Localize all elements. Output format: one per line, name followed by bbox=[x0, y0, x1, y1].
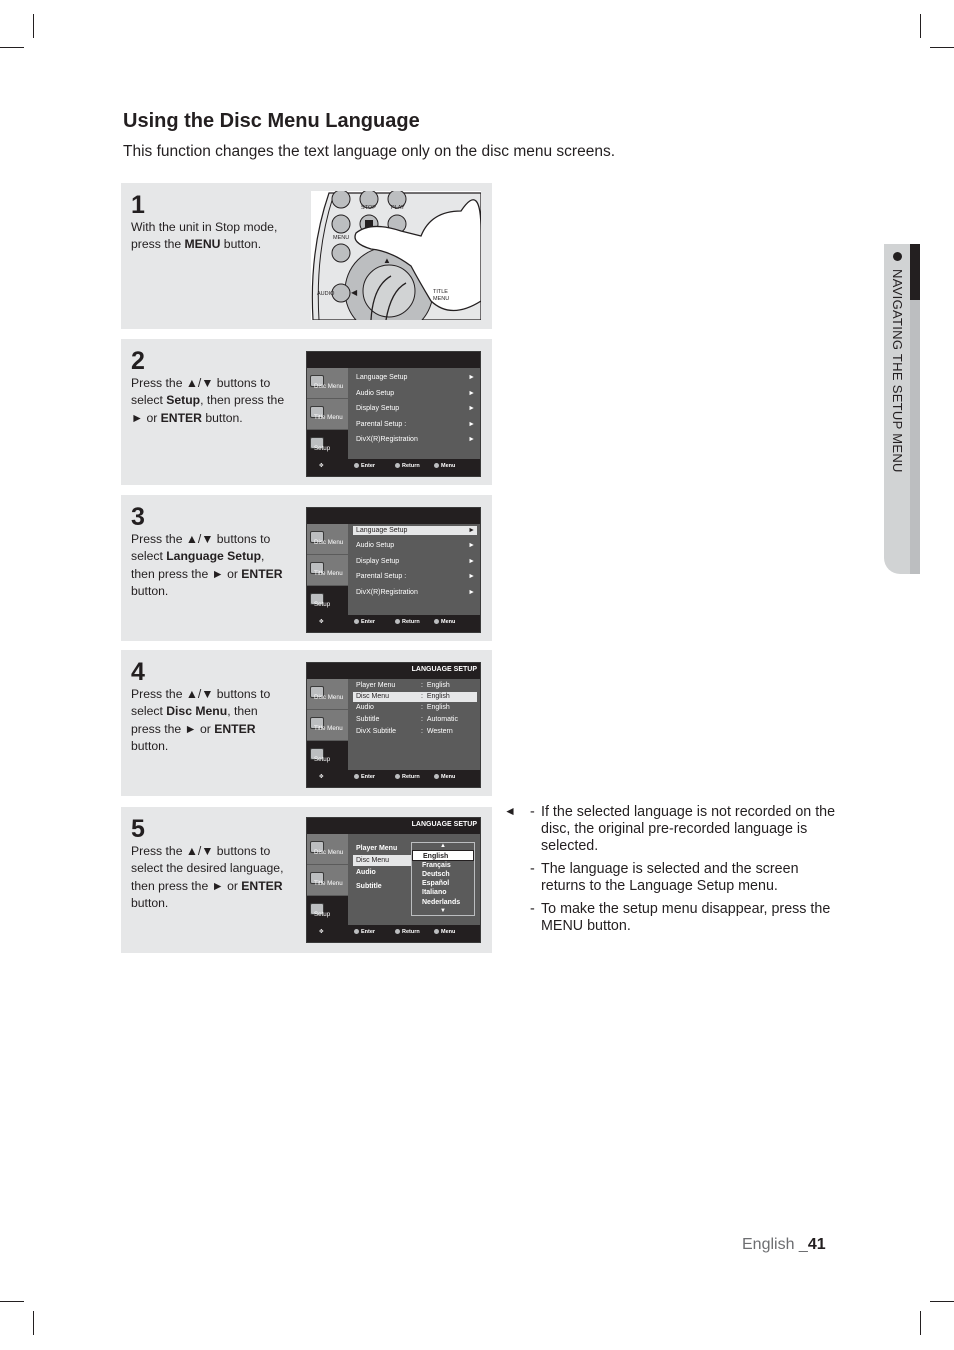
note-item: - To make the setup menu disappear, press the MENU button. bbox=[530, 901, 831, 934]
language-dropdown bbox=[411, 842, 475, 916]
language-option-selected: English bbox=[412, 850, 474, 861]
tab-disc-menu: Disc Menu bbox=[307, 679, 348, 710]
menu-item: Audio Setup ► bbox=[353, 386, 477, 402]
step-text: With the unit in Stop mode, press the MENU button. bbox=[131, 220, 278, 252]
menu-item: Display Setup ► bbox=[353, 401, 477, 417]
screen-footer: ✥ Enter Return Menu bbox=[307, 459, 480, 476]
tab-setup: Setup bbox=[307, 741, 348, 772]
step-3 bbox=[121, 495, 492, 641]
step-1 bbox=[121, 183, 492, 329]
step-number: 1 bbox=[131, 191, 145, 219]
crop-mark bbox=[0, 47, 24, 48]
step-number: 5 bbox=[131, 815, 145, 843]
menu-item: Audio : English bbox=[356, 704, 450, 711]
menu-item: Language Setup ► bbox=[353, 370, 477, 386]
remote-stop-label: STOP bbox=[361, 205, 376, 211]
play-right-icon: ► bbox=[468, 527, 475, 534]
screen-footer: ✥ Enter Return Menu bbox=[307, 615, 480, 632]
play-right-icon: ► bbox=[468, 573, 475, 580]
step-number: 4 bbox=[131, 658, 145, 686]
screen-footer: ✥ Enter Return Menu bbox=[307, 770, 480, 787]
crop-mark bbox=[930, 1301, 954, 1302]
side-tab-marker bbox=[910, 244, 920, 300]
tab-setup: Setup bbox=[307, 430, 348, 461]
screen-header: LANGUAGE SETUP bbox=[307, 663, 480, 679]
language-option: Italiano bbox=[422, 889, 447, 896]
setup-list bbox=[353, 370, 477, 448]
tab-title-menu: Title Menu bbox=[307, 865, 348, 896]
bullet-icon bbox=[893, 252, 902, 261]
crop-mark bbox=[920, 1311, 921, 1335]
menu-item-selected: Disc Menu : English bbox=[353, 692, 477, 702]
crop-mark bbox=[33, 14, 34, 38]
language-option: Nederlands bbox=[422, 899, 461, 906]
step-text: Press the ▲/▼ buttons to select Disc Menu, then press the ► or ENTER button. bbox=[131, 687, 271, 754]
language-select-screen bbox=[306, 817, 481, 943]
svg-text:▲: ▲ bbox=[383, 256, 391, 265]
menu-item-selected: Language Setup ► bbox=[353, 526, 477, 535]
language-list bbox=[353, 680, 477, 738]
crop-mark bbox=[920, 14, 921, 38]
scroll-down-icon: ▼ bbox=[440, 908, 446, 914]
nav-icon: ✥ bbox=[319, 774, 324, 780]
page-title: Using the Disc Menu Language bbox=[123, 110, 420, 132]
tab-title-menu: Title Menu bbox=[307, 710, 348, 741]
menu-item: Parental Setup : ► bbox=[353, 569, 477, 585]
menu-item: Display Setup ► bbox=[353, 554, 477, 570]
screen-tabs bbox=[307, 834, 348, 927]
nav-icon: ✥ bbox=[319, 619, 324, 625]
setup-menu-screen bbox=[306, 351, 481, 477]
language-setup-screen bbox=[306, 662, 481, 788]
remote-audio-label: AUDIO bbox=[317, 291, 335, 297]
step-number: 2 bbox=[131, 347, 145, 375]
tab-disc-menu: Disc Menu bbox=[307, 368, 348, 399]
intro-text: This function changes the text language only on the disc menu screens. bbox=[123, 143, 615, 160]
tab-setup: Setup bbox=[307, 896, 348, 927]
crop-mark bbox=[930, 47, 954, 48]
screen-header: LANGUAGE SETUP bbox=[307, 818, 480, 834]
play-right-icon: ► bbox=[468, 389, 475, 397]
menu-item: Player Menu bbox=[356, 845, 398, 852]
notes bbox=[504, 804, 844, 941]
language-option: Deutsch bbox=[422, 871, 450, 878]
menu-item: Parental Setup : ► bbox=[353, 417, 477, 433]
screen-header bbox=[307, 508, 480, 524]
tab-title-menu: Title Menu bbox=[307, 399, 348, 430]
screen-tabs bbox=[307, 679, 348, 772]
svg-text:◀: ◀ bbox=[351, 288, 358, 297]
play-right-icon: ► bbox=[468, 588, 475, 596]
setup-menu-screen bbox=[306, 507, 481, 633]
note-arrow-icon: ◄ bbox=[504, 804, 516, 818]
nav-icon: ✥ bbox=[319, 929, 324, 935]
step-text: Press the ▲/▼ buttons to select Setup, then press the ► or ENTER button. bbox=[131, 376, 285, 425]
page-footer: English _41 bbox=[742, 1236, 826, 1253]
note-item: - If the selected language is not recorded on the disc, the original pre-recorded language is selected. bbox=[530, 804, 836, 854]
step-2 bbox=[121, 339, 492, 485]
tab-setup: Setup bbox=[307, 586, 348, 617]
language-option: Español bbox=[422, 880, 450, 887]
screen-footer: ✥ Enter Return Menu bbox=[307, 925, 480, 942]
play-right-icon: ► bbox=[468, 405, 475, 412]
step-text: Press the ▲/▼ buttons to select the desired language, then press the ► or ENTER button. bbox=[131, 844, 284, 911]
step-number: 3 bbox=[131, 503, 145, 531]
play-right-icon: ► bbox=[468, 542, 475, 549]
menu-item: Audio Setup ► bbox=[353, 538, 477, 554]
step-text: Press the ▲/▼ buttons to select Language Setup, then press the ► or ENTER button. bbox=[131, 532, 283, 599]
scroll-up-icon: ▲ bbox=[440, 843, 446, 849]
menu-item: Subtitle bbox=[356, 883, 382, 890]
menu-item: Player Menu : English bbox=[356, 682, 450, 689]
menu-item: DivX(R)Registration ► bbox=[353, 432, 477, 448]
step-5 bbox=[121, 807, 492, 953]
screen-tabs bbox=[307, 524, 348, 617]
side-tab-label: NAVIGATING THE SETUP MENU bbox=[887, 252, 905, 522]
play-right-icon: ► bbox=[468, 420, 475, 428]
tab-disc-menu: Disc Menu bbox=[307, 524, 348, 555]
play-right-icon: ► bbox=[468, 374, 475, 381]
menu-item: Audio bbox=[356, 869, 376, 876]
note-item: - The language is selected and the screen returns to the Language Setup menu. bbox=[530, 861, 799, 894]
screen-tabs bbox=[307, 368, 348, 461]
language-list bbox=[353, 842, 413, 894]
step-4 bbox=[121, 650, 492, 796]
remote-title-menu-label: MENU bbox=[433, 296, 450, 302]
nav-icon: ✥ bbox=[319, 463, 324, 469]
menu-item-selected: Disc Menu bbox=[353, 855, 413, 866]
play-right-icon: ► bbox=[468, 557, 475, 565]
tab-disc-menu: Disc Menu bbox=[307, 834, 348, 865]
setup-list bbox=[353, 524, 477, 600]
crop-mark bbox=[0, 1301, 24, 1302]
menu-item: Subtitle : Automatic bbox=[356, 716, 458, 723]
language-option: Français bbox=[422, 862, 451, 869]
tab-title-menu: Title Menu bbox=[307, 555, 348, 586]
remote-menu-label: MENU bbox=[333, 235, 350, 241]
play-right-icon: ► bbox=[468, 436, 475, 443]
remote-title-label: TITLE bbox=[433, 289, 448, 295]
menu-item: DivX Subtitle : Western bbox=[356, 728, 453, 735]
menu-item: DivX(R)Registration ► bbox=[353, 585, 477, 601]
remote-play-label: PLAY bbox=[391, 205, 405, 211]
crop-mark bbox=[33, 1311, 34, 1335]
screen-header bbox=[307, 352, 480, 368]
remote-illustration bbox=[311, 191, 481, 320]
